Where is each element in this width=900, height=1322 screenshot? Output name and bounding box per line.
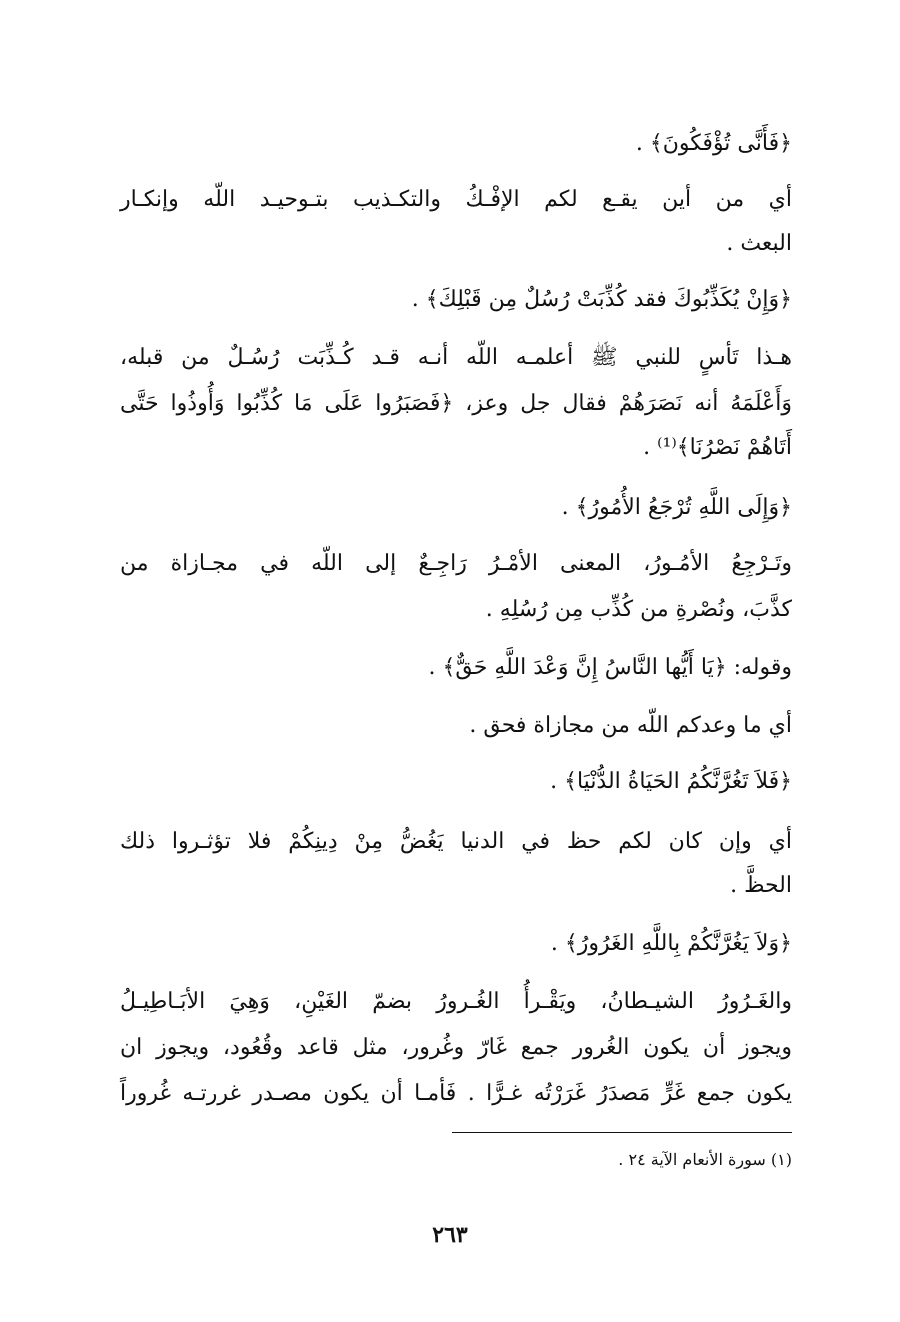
quran-verse: ﴿فَأَنَّى تُؤْفَكُونَ﴾ .	[635, 131, 792, 156]
quran-verse: وقوله: ﴿يَا أَيُّها النَّاسُ إِنَّ وَعْدَ اللَّهِ حَقٌّ﴾ .	[428, 655, 792, 680]
commentary-line: أَتَاهُمْ نَصْرُنَا﴾⁽¹⁾ .	[643, 435, 792, 460]
footnote: (١) سورة الأنعام الآية ٢٤ .	[618, 1150, 792, 1169]
quran-verse: ﴿وَإِنْ يُكَذِّبُوكَ فقد كُذِّبَتْ رُسُلٌ مِن قَبْلِكَ﴾ .	[411, 287, 792, 312]
quran-verse: ﴿فَلاَ تَغُرَّنَّكُمُ الحَيَاةُ الدُّنْيَا﴾ .	[550, 769, 792, 794]
page-number: ٢٦٣	[432, 1222, 468, 1248]
commentary-line: كذَّبَ، ونُصْرةِ من كُذِّب مِن رُسُلِهِ .	[485, 597, 792, 622]
commentary-line: البعث .	[726, 231, 792, 256]
footnote-divider	[452, 1132, 792, 1133]
commentary-line: يكون جمع غَرٍّ مَصدَرُ غَرَرْتُه غـرًّا . فَأمـا أن يكون مصـدر غررتـه غُروراً	[120, 1081, 792, 1106]
commentary-line: أي وإن كان لكم حظ في الدنيا يَغُضُّ مِنْ دِينِكُمْ فلا تؤثـروا ذلك	[120, 829, 792, 854]
commentary-line: وَأَعْلَمَهُ أنه نَصَرَهُمْ فقال جل وعز، ﴿فَصَبَرُوا عَلَى مَا كُذِّبُوا وَأُوذُوا حَتَّى	[120, 391, 792, 416]
commentary-line: هـذا تَأسٍ للنبي ﷺ أعلمـه اللّه أنـه قـد كُـذِّبَت رُسُـلٌ من قبله،	[120, 345, 792, 370]
quran-verse: ﴿وَإِلَى اللَّهِ تُرْجَعُ الأُمُورُ﴾ .	[561, 495, 792, 520]
commentary-line: وتَـرْجِعُ الأمُـورُ، المعنى الأمْـرُ رَاجِـعٌ إلى اللّه في مجـازاة من	[120, 551, 792, 576]
quran-verse: ﴿وَلاَ يَغُرَّنَّكُمْ بِاللَّهِ الغَرُورُ﴾ .	[550, 931, 792, 956]
commentary-line: أي ما وعدكم اللّه من مجازاة فحق .	[469, 713, 792, 738]
commentary-line: ويجوز أن يكون الغُرور جمع غَارّ وغُرور، مثل قاعد وقُعُود، ويجوز ان	[120, 1035, 792, 1060]
commentary-line: الحظَّ .	[730, 873, 792, 898]
commentary-line: والغَـرُورُ الشيـطانُ، ويَقْـرأُ الغُـرورُ بضمّ الغَيْنِ، وَهِيَ الأبَـاطِيـلُ	[120, 989, 792, 1014]
commentary-line: أي من أين يقـع لكم الإفْـكُ والتكـذيب بتـوحيـد اللّه وإنكـار	[120, 187, 792, 212]
